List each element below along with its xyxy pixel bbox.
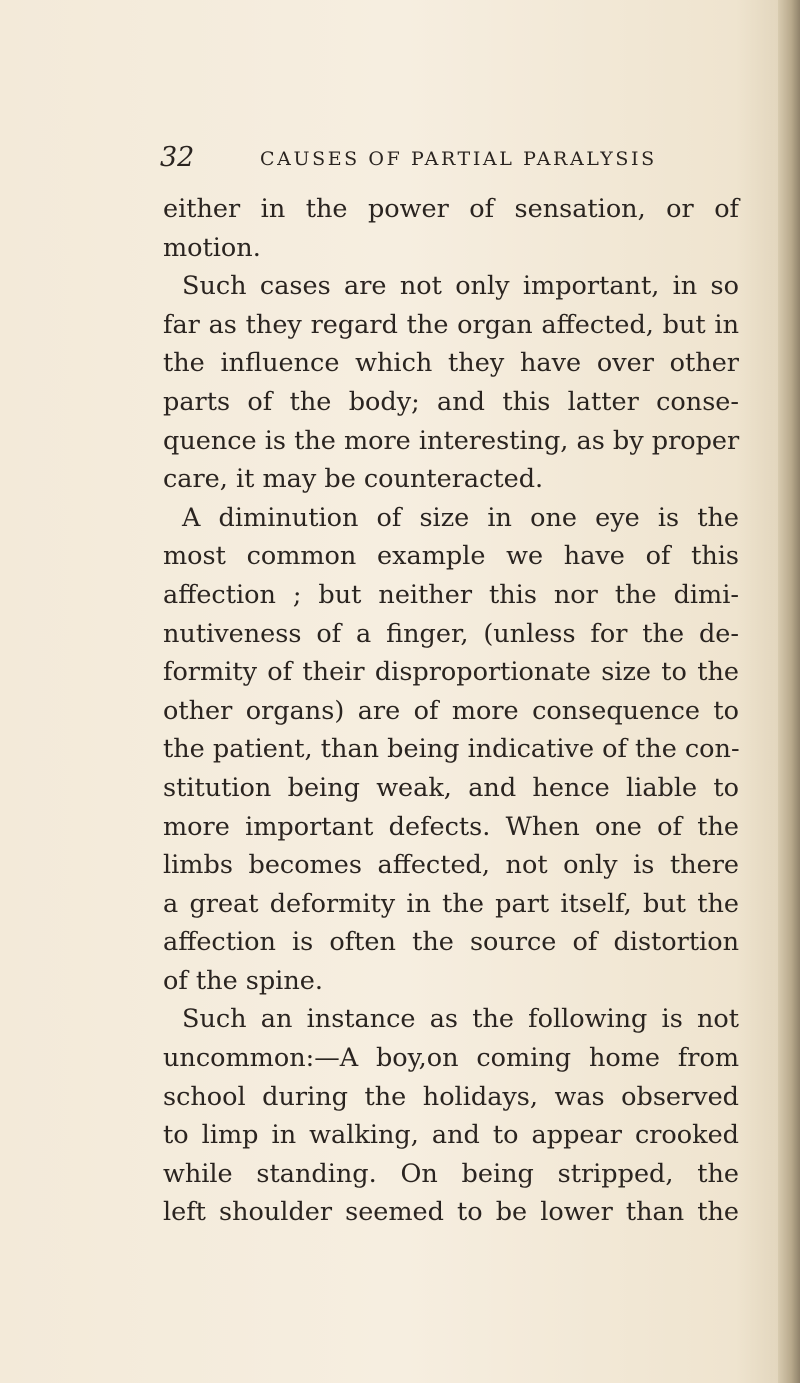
text-line: parts of the body; and this latter conse- — [163, 386, 739, 417]
text-line: nutiveness of a finger, (unless for the de- — [163, 618, 739, 649]
running-head: CAUSES OF PARTIAL PARALYSIS — [260, 148, 657, 170]
text-line: most common example we have of this — [163, 541, 739, 572]
text-line: either in the power of sensation, or of — [163, 194, 739, 224]
text-line: motion. — [163, 232, 261, 263]
text-line: care, it may be counteracted. — [163, 464, 544, 495]
text-line: stitution being weak, and hence liable to — [163, 772, 739, 803]
text-line: affection ; but neither this nor the dimi- — [163, 579, 739, 610]
text-line: of the spine. — [163, 965, 323, 996]
text-line: a great deformity in the part itself, but the — [163, 888, 739, 919]
text-line: Such cases are not only important, in so — [182, 271, 739, 302]
text-line: formity of their disproportionate size to the — [163, 657, 739, 688]
text-line: Such an instance as the following is not — [182, 1004, 739, 1035]
text-line: quence is the more interesting, as by proper — [163, 425, 740, 456]
text-line: while standing. On being stripped, the — [163, 1158, 739, 1189]
body-text — [163, 190, 739, 1232]
text-line: school during the holidays, was observed — [163, 1081, 739, 1112]
text-line: the patient, than being indicative of the con- — [163, 734, 740, 765]
text-line: A diminution of size in one eye is the — [182, 502, 739, 533]
text-line: other organs) are of more consequence to — [163, 695, 739, 726]
text-line: limbs becomes affected, not only is there — [163, 850, 739, 881]
text-line: the influence which they have over other — [163, 348, 739, 379]
text-line: left shoulder seemed to be lower than the — [163, 1197, 739, 1228]
text-line: affection is often the source of distortion — [163, 927, 739, 958]
text-line: more important defects. When one of the — [163, 811, 739, 842]
page-header — [160, 142, 720, 182]
text-line: uncommon:—A boy,on coming home from — [163, 1043, 739, 1074]
text-line: far as they regard the organ affected, but in — [163, 309, 739, 340]
text-line: to limp in walking, and to appear crooked — [163, 1120, 739, 1151]
page-edge-shadow — [778, 0, 800, 1383]
page-number: 32 — [160, 142, 195, 173]
